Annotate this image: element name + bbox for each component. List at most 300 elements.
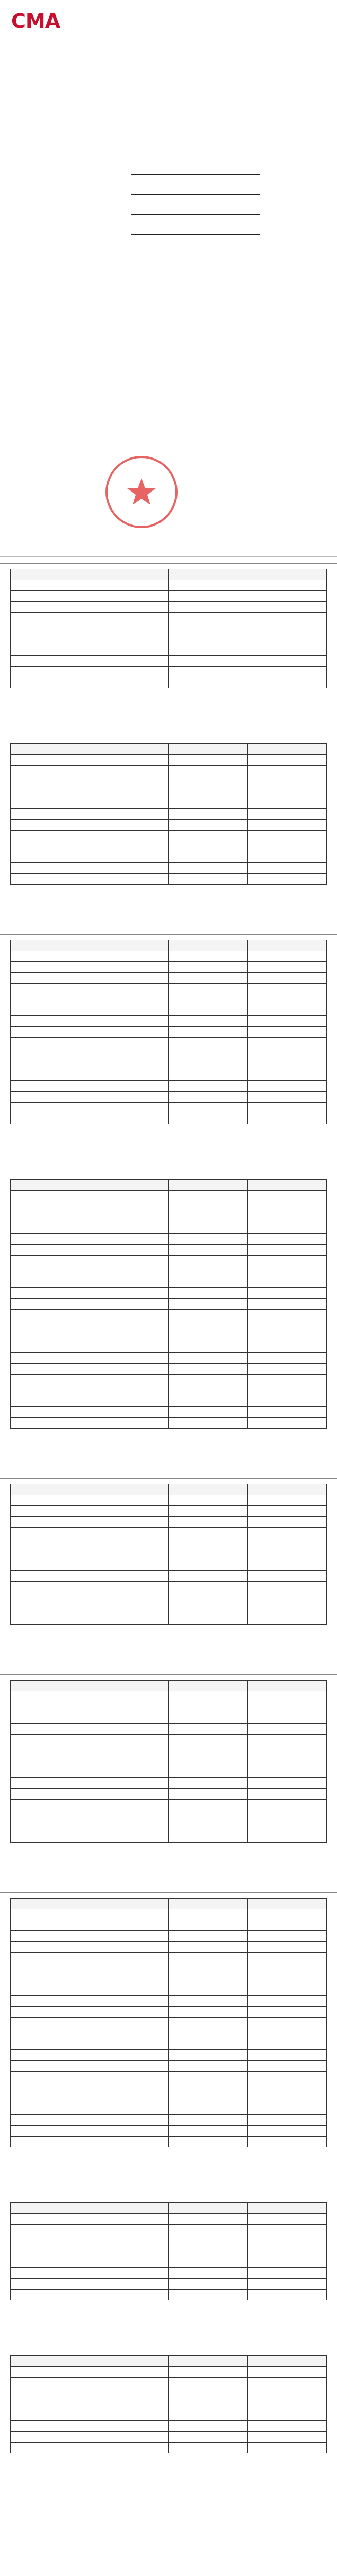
table-cell xyxy=(208,1191,247,1201)
table-cell xyxy=(287,1113,327,1124)
table-cell xyxy=(63,623,116,634)
table-cell xyxy=(287,1353,327,1364)
table-cell xyxy=(11,2072,50,2082)
table-cell xyxy=(11,2367,50,2378)
table-cell xyxy=(208,1691,247,1702)
column-header xyxy=(169,1180,208,1191)
table-cell xyxy=(50,1299,90,1310)
results-section xyxy=(0,2191,337,2344)
table-cell xyxy=(90,1342,129,1353)
table-cell xyxy=(129,2061,169,2072)
table-cell xyxy=(169,1724,208,1735)
table-cell xyxy=(168,645,221,656)
table-cell xyxy=(247,1571,287,1582)
table-cell xyxy=(169,1735,208,1745)
table-cell xyxy=(90,1016,129,1027)
table-cell xyxy=(274,667,326,677)
table-cell xyxy=(169,1614,208,1625)
table-note xyxy=(10,1846,327,1871)
table-cell xyxy=(11,1931,50,1942)
table-cell xyxy=(90,984,129,994)
table-cell xyxy=(116,634,168,645)
table-cell xyxy=(247,1832,287,1843)
table-cell xyxy=(11,1571,50,1582)
table-cell xyxy=(247,1092,287,1103)
table-cell xyxy=(11,1549,50,1560)
table-cell xyxy=(169,2421,208,2432)
table-row xyxy=(11,1974,327,1985)
table-cell xyxy=(247,755,287,766)
table-cell xyxy=(287,1985,327,1996)
table-cell xyxy=(287,1735,327,1745)
table-cell xyxy=(169,2246,208,2257)
table-cell xyxy=(90,1996,129,2007)
table-cell xyxy=(247,820,287,831)
table-cell xyxy=(129,1603,169,1614)
table-cell xyxy=(90,1081,129,1092)
table-cell xyxy=(169,1191,208,1201)
table-cell xyxy=(274,602,326,613)
table-cell xyxy=(50,841,90,852)
table-cell xyxy=(11,1735,50,1745)
table-cell xyxy=(129,1234,169,1245)
table-cell xyxy=(169,1963,208,1974)
table-cell xyxy=(208,2028,247,2039)
results-section xyxy=(0,2344,337,2497)
table-row xyxy=(11,1538,327,1549)
table-cell xyxy=(90,1931,129,1942)
table-cell xyxy=(11,2399,50,2410)
table-cell xyxy=(11,1942,50,1953)
table-cell xyxy=(11,1385,50,1396)
table-cell xyxy=(90,1702,129,1713)
table-cell xyxy=(208,2410,247,2421)
table-cell xyxy=(129,1614,169,1625)
table-cell xyxy=(90,2050,129,2061)
cover-row-value xyxy=(131,155,260,175)
table-cell xyxy=(247,1375,287,1385)
table-cell xyxy=(90,2018,129,2028)
table-cell xyxy=(168,591,221,602)
table-cell xyxy=(169,863,208,874)
table-cell xyxy=(129,2018,169,2028)
table-cell xyxy=(11,984,50,994)
table-cell xyxy=(50,1778,90,1789)
table-cell xyxy=(208,1603,247,1614)
section-gap xyxy=(0,2331,337,2344)
table-cell xyxy=(50,1549,90,1560)
table-cell xyxy=(287,755,327,766)
table-cell xyxy=(287,1418,327,1429)
table-cell xyxy=(129,2115,169,2126)
table-cell xyxy=(169,798,208,809)
table-cell xyxy=(11,2115,50,2126)
column-header xyxy=(129,1899,169,1909)
table-cell xyxy=(287,1027,327,1038)
table-cell xyxy=(90,1288,129,1299)
table-cell xyxy=(11,1538,50,1549)
table-cell xyxy=(221,656,274,667)
table-cell xyxy=(129,1016,169,1027)
results-section xyxy=(0,1167,337,1472)
table-cell xyxy=(169,1234,208,1245)
table-cell xyxy=(169,1702,208,1713)
column-header xyxy=(11,2356,50,2367)
column-header xyxy=(90,1180,129,1191)
table-cell xyxy=(169,766,208,776)
results-section xyxy=(0,732,337,928)
table-cell xyxy=(50,2093,90,2104)
table-cell xyxy=(287,1974,327,1985)
table-cell xyxy=(287,809,327,820)
table-row xyxy=(11,787,327,798)
table-cell xyxy=(208,1048,247,1059)
table-cell xyxy=(90,2214,129,2225)
table-cell xyxy=(90,1027,129,1038)
table-cell xyxy=(50,1996,90,2007)
table-cell xyxy=(287,1070,327,1081)
table-cell xyxy=(247,1789,287,1800)
table-cell xyxy=(50,1963,90,1974)
table-cell xyxy=(90,1909,129,1920)
page-header xyxy=(0,1167,337,1174)
table-cell xyxy=(247,2235,287,2246)
table-row xyxy=(11,1592,327,1603)
table-cell xyxy=(11,2093,50,2104)
column-header xyxy=(90,2203,129,2214)
table-cell xyxy=(247,951,287,962)
table-cell xyxy=(11,2061,50,2072)
table-cell xyxy=(90,1691,129,1702)
table-cell xyxy=(208,984,247,994)
table-cell xyxy=(169,1931,208,1942)
table-cell xyxy=(129,1385,169,1396)
table-row xyxy=(11,2410,327,2421)
table-cell xyxy=(50,1713,90,1724)
page-header xyxy=(0,928,337,935)
table-cell xyxy=(221,580,274,591)
table-row xyxy=(11,1920,327,1931)
table-cell xyxy=(129,798,169,809)
column-header xyxy=(287,1484,327,1495)
table-cell xyxy=(208,1735,247,1745)
table-cell xyxy=(63,645,116,656)
column-header xyxy=(208,2356,247,2367)
table-cell xyxy=(247,994,287,1005)
table-cell xyxy=(129,1310,169,1320)
table-cell xyxy=(11,1059,50,1070)
table-cell xyxy=(247,1582,287,1592)
table-cell xyxy=(169,1582,208,1592)
table-cell xyxy=(247,1528,287,1538)
table-cell xyxy=(90,2367,129,2378)
table-cell xyxy=(11,1299,50,1310)
table-cell xyxy=(208,1234,247,1245)
table-cell xyxy=(169,1538,208,1549)
table-cell xyxy=(90,2104,129,2115)
table-cell xyxy=(50,2104,90,2115)
table-cell xyxy=(50,776,90,787)
table-row xyxy=(11,1256,327,1266)
table-cell xyxy=(168,667,221,677)
table-cell xyxy=(11,2421,50,2432)
table-row xyxy=(11,1691,327,1702)
table-cell xyxy=(247,2039,287,2050)
table-cell xyxy=(208,2061,247,2072)
table-cell xyxy=(11,1920,50,1931)
table-cell xyxy=(90,2410,129,2421)
table-row xyxy=(11,1560,327,1571)
table-cell xyxy=(11,798,50,809)
table-cell xyxy=(169,2257,208,2268)
table-cell xyxy=(169,1495,208,1506)
table-cell xyxy=(90,1538,129,1549)
table-cell xyxy=(247,841,287,852)
table-row xyxy=(11,2279,327,2290)
table-cell xyxy=(129,1081,169,1092)
table-header-row xyxy=(11,1899,327,1909)
page-header xyxy=(0,1668,337,1675)
table-cell xyxy=(50,2367,90,2378)
table-cell xyxy=(247,2432,287,2443)
table-cell xyxy=(169,1418,208,1429)
table-cell xyxy=(11,766,50,776)
table-cell xyxy=(287,1560,327,1571)
table-cell xyxy=(208,1059,247,1070)
table-row xyxy=(11,1288,327,1299)
table-cell xyxy=(169,2104,208,2115)
table-row xyxy=(11,1396,327,1407)
table-row xyxy=(11,1942,327,1953)
table-cell xyxy=(208,973,247,984)
table-row xyxy=(11,2137,327,2147)
table-cell xyxy=(50,1418,90,1429)
table-cell xyxy=(11,2214,50,2225)
table-cell xyxy=(11,1256,50,1266)
table-cell xyxy=(50,1767,90,1778)
table-cell xyxy=(90,831,129,841)
table-cell xyxy=(50,2050,90,2061)
column-header xyxy=(208,940,247,951)
cover-row-value xyxy=(131,215,260,235)
table-cell xyxy=(169,2399,208,2410)
table-cell xyxy=(11,1713,50,1724)
table-cell xyxy=(90,2279,129,2290)
table-cell xyxy=(169,1092,208,1103)
table-cell xyxy=(50,1234,90,1245)
table-cell xyxy=(169,1713,208,1724)
table-row xyxy=(11,1385,327,1396)
table-cell xyxy=(247,1113,287,1124)
table-cell xyxy=(90,2225,129,2235)
table-cell xyxy=(169,2115,208,2126)
table-cell xyxy=(274,656,326,667)
table-cell xyxy=(208,798,247,809)
table-cell xyxy=(90,1571,129,1582)
column-header xyxy=(169,1899,208,1909)
table-cell xyxy=(11,1201,50,1212)
column-header xyxy=(50,940,90,951)
table-cell xyxy=(208,2050,247,2061)
table-cell xyxy=(90,1745,129,1756)
table-cell xyxy=(11,1528,50,1538)
table-cell xyxy=(208,1549,247,1560)
table-cell xyxy=(129,1256,169,1266)
table-cell xyxy=(50,1103,90,1113)
column-header xyxy=(287,2203,327,2214)
table-cell xyxy=(50,1113,90,1124)
table-cell xyxy=(50,2072,90,2082)
table-cell xyxy=(287,2246,327,2257)
table-cell xyxy=(90,1528,129,1538)
table-cell xyxy=(90,1375,129,1385)
table-cell xyxy=(90,1407,129,1418)
table-cell xyxy=(208,1375,247,1385)
table-cell xyxy=(247,2115,287,2126)
table-cell xyxy=(90,1191,129,1201)
table-cell xyxy=(169,2268,208,2279)
table-cell xyxy=(129,1691,169,1702)
table-cell xyxy=(287,973,327,984)
table-cell xyxy=(169,1756,208,1767)
table-row xyxy=(11,973,327,984)
table-cell xyxy=(11,2268,50,2279)
table-cell xyxy=(50,2279,90,2290)
table-header-row xyxy=(11,1180,327,1191)
column-header xyxy=(11,940,50,951)
table-cell xyxy=(247,1735,287,1745)
table-cell xyxy=(247,1942,287,1953)
table-cell xyxy=(287,2028,327,2039)
table-cell xyxy=(11,1582,50,1592)
table-cell xyxy=(287,1920,327,1931)
table-cell xyxy=(247,776,287,787)
table-cell xyxy=(50,2421,90,2432)
table-cell xyxy=(247,1385,287,1396)
table-cell xyxy=(50,2115,90,2126)
table-cell xyxy=(50,1942,90,1953)
table-cell xyxy=(247,2050,287,2061)
table-row xyxy=(11,2018,327,2028)
table-cell xyxy=(287,1592,327,1603)
table-cell xyxy=(169,2378,208,2388)
section-gap xyxy=(0,2178,337,2191)
table-cell xyxy=(129,2290,169,2300)
table-cell xyxy=(63,580,116,591)
table-cell xyxy=(247,1342,287,1353)
table-cell xyxy=(50,1571,90,1582)
table-cell xyxy=(50,2007,90,2018)
table-cell xyxy=(247,1549,287,1560)
table-cell xyxy=(169,2410,208,2421)
table-cell xyxy=(247,1767,287,1778)
table-cell xyxy=(208,1407,247,1418)
table-cell xyxy=(247,1724,287,1735)
table-row xyxy=(11,863,327,874)
table-cell xyxy=(208,1931,247,1942)
table-cell xyxy=(287,1745,327,1756)
table-cell xyxy=(169,809,208,820)
table-cell xyxy=(116,656,168,667)
table-cell xyxy=(129,1113,169,1124)
table-cell xyxy=(129,2137,169,2147)
table-cell xyxy=(11,831,50,841)
table-cell xyxy=(247,1407,287,1418)
table-cell xyxy=(169,820,208,831)
table-cell xyxy=(129,1735,169,1745)
table-cell xyxy=(50,1953,90,1963)
page-header xyxy=(0,1886,337,1893)
cover-row-label xyxy=(77,195,131,215)
table-cell xyxy=(129,841,169,852)
table-cell xyxy=(208,1103,247,1113)
table-cell xyxy=(11,1974,50,1985)
table-cell xyxy=(11,2018,50,2028)
table-row xyxy=(11,1506,327,1517)
table-cell xyxy=(208,1789,247,1800)
column-header xyxy=(169,940,208,951)
table-row xyxy=(11,1756,327,1767)
table-cell xyxy=(247,1592,287,1603)
results-section xyxy=(0,1472,337,1668)
table-cell xyxy=(169,984,208,994)
table-cell xyxy=(208,1592,247,1603)
table-cell xyxy=(50,1342,90,1353)
table-row xyxy=(11,951,327,962)
table-cell xyxy=(247,1560,287,1571)
table-cell xyxy=(129,2093,169,2104)
table-cell xyxy=(169,776,208,787)
table-cell xyxy=(208,1266,247,1277)
table-cell xyxy=(129,1931,169,1942)
table-cell xyxy=(208,1277,247,1288)
table-cell xyxy=(208,1724,247,1735)
table-cell xyxy=(168,656,221,667)
column-header xyxy=(50,2356,90,2367)
table-cell xyxy=(90,1985,129,1996)
table-cell xyxy=(208,2378,247,2388)
table-cell xyxy=(169,1789,208,1800)
table-cell xyxy=(287,1778,327,1789)
table-cell xyxy=(169,1342,208,1353)
table-cell xyxy=(129,1092,169,1103)
table-row xyxy=(11,1353,327,1364)
table-cell xyxy=(63,677,116,688)
table-cell xyxy=(208,2093,247,2104)
table-cell xyxy=(247,1745,287,1756)
table-cell xyxy=(50,1603,90,1614)
table-cell xyxy=(247,1331,287,1342)
table-cell xyxy=(50,2214,90,2225)
table-cell xyxy=(11,1266,50,1277)
table-cell xyxy=(50,2235,90,2246)
table-cell xyxy=(247,1996,287,2007)
table-cell xyxy=(247,2268,287,2279)
table-cell xyxy=(90,1070,129,1081)
table-cell xyxy=(50,1528,90,1538)
table-cell xyxy=(287,2378,327,2388)
table-cell xyxy=(90,1212,129,1223)
table-cell xyxy=(11,1789,50,1800)
table-cell xyxy=(90,766,129,776)
table-cell xyxy=(11,1245,50,1256)
column-header xyxy=(247,1180,287,1191)
section-gap xyxy=(0,916,337,928)
table-cell xyxy=(169,2137,208,2147)
column-header xyxy=(287,1180,327,1191)
table-cell xyxy=(129,1418,169,1429)
table-cell xyxy=(11,1027,50,1038)
